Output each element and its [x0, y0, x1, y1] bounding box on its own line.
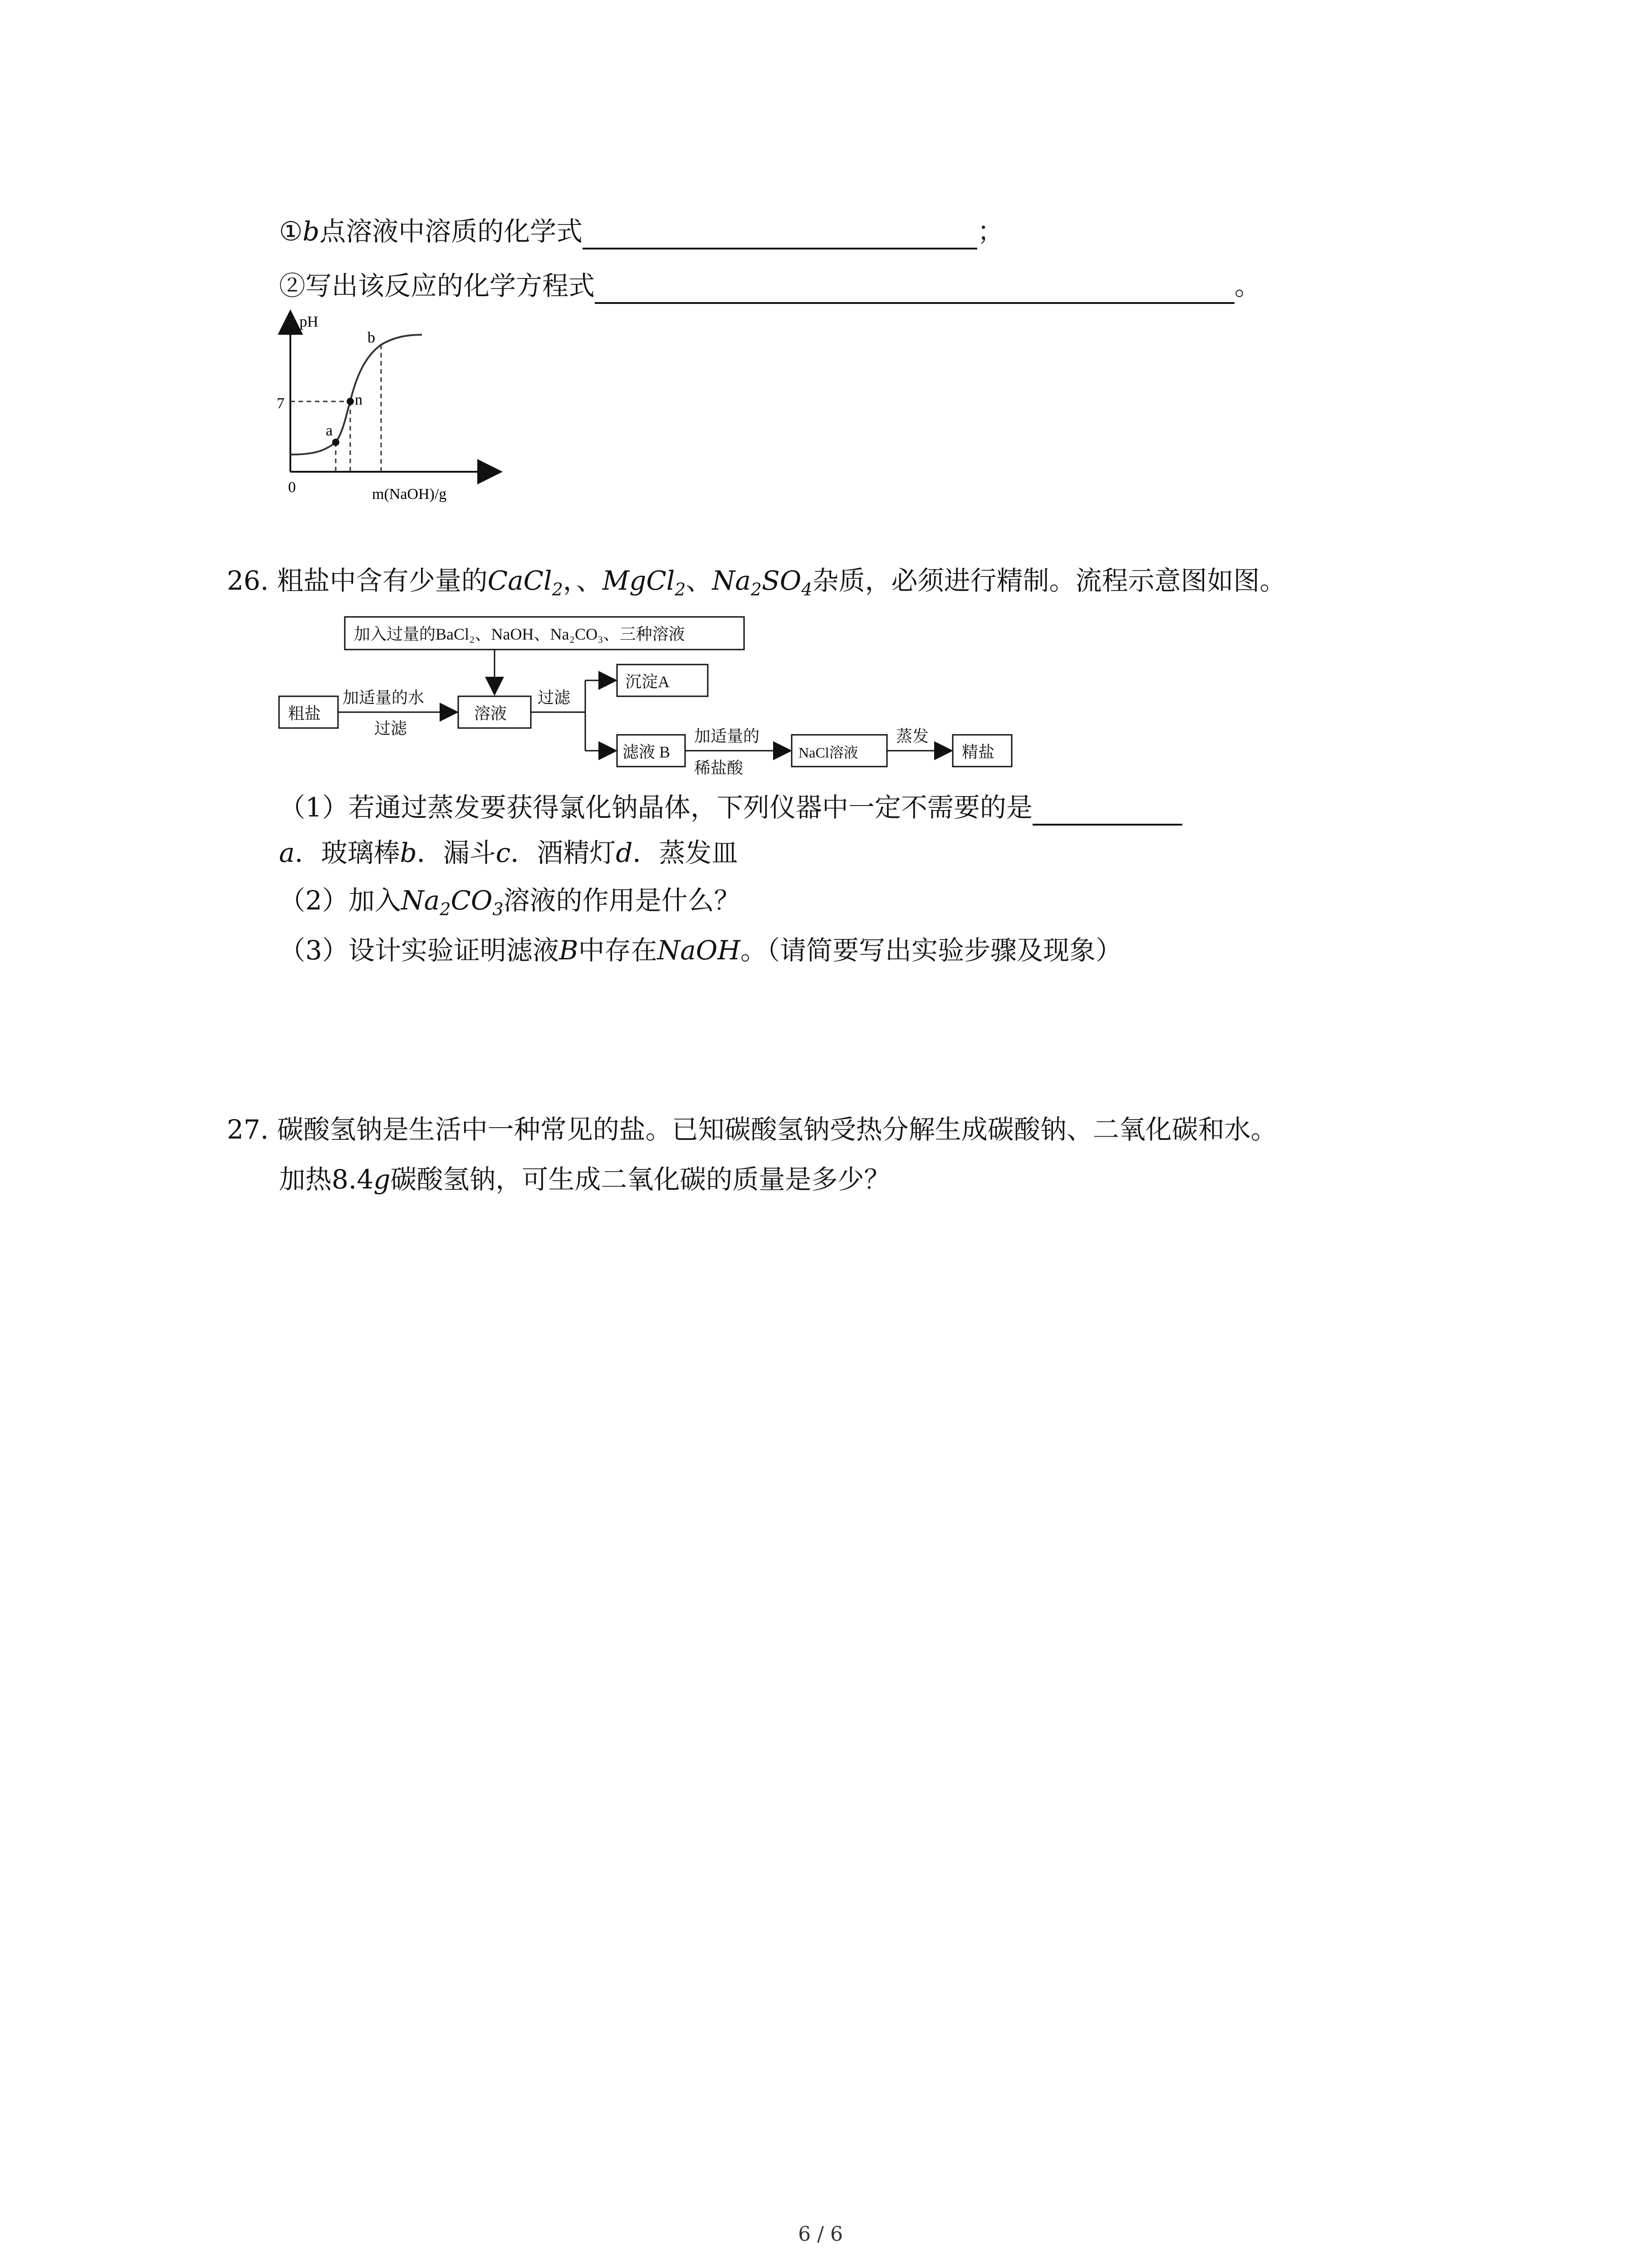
- nacl-solution-text: NaCl溶液: [798, 744, 858, 761]
- q26-sub2-suffix: 溶液的作用是什么？: [503, 885, 740, 916]
- q27-number: 27.: [227, 1114, 269, 1145]
- page-number: 6 / 6: [798, 2223, 843, 2246]
- point-b-text: b: [367, 329, 375, 346]
- q27-line2-text: 碳酸氢钠，可生成二氧化碳的质量是多少？: [390, 1164, 891, 1195]
- q25-line1-text: 点溶液中溶质的化学式: [319, 216, 583, 247]
- option-b-letter: b: [400, 837, 417, 868]
- formula-mgcl2-sub: 2: [675, 579, 686, 600]
- q26-sub3-suffix: 。（请简要写出实验步骤及现象）: [740, 935, 1122, 966]
- formula-cacl2: CaCl: [487, 565, 552, 596]
- option-a-letter: a: [279, 837, 295, 868]
- q27-mass-value: 加热8.4: [279, 1164, 374, 1195]
- formula-na2co3-co: CO: [451, 885, 493, 916]
- q25-line2: [279, 268, 1261, 304]
- q25-line1: [279, 213, 1004, 249]
- formula-naoh: NaOH: [657, 935, 741, 966]
- circle-number-1: ①: [279, 216, 303, 247]
- q26-sub2-prefix: （2）加入: [279, 885, 401, 916]
- q26-sub1: [279, 789, 1182, 826]
- option-c-text: ．酒精灯: [510, 837, 616, 868]
- option-a-text: ．玻璃棒: [294, 837, 400, 868]
- answer-blank-solute[interactable]: [583, 222, 977, 249]
- point-n-label: n: [355, 391, 362, 408]
- option-d-letter: d: [616, 837, 633, 868]
- ph-titration-graph: [272, 308, 526, 513]
- formula-na2so4-so: SO: [761, 565, 802, 596]
- formula-na2so4-sub1: 2: [750, 579, 762, 600]
- q26-sub3-prefix: （3）设计实验证明滤液: [279, 935, 559, 966]
- y-tick-7: 7: [277, 395, 284, 412]
- purification-flowchart: [272, 612, 1043, 785]
- formula-mgcl2: MgCl: [602, 565, 675, 596]
- answer-blank-equation[interactable]: [595, 277, 1234, 304]
- refined-salt-text: 精盐: [962, 743, 995, 761]
- q27-mass-unit: g: [373, 1164, 391, 1195]
- q25-line2-text: ②写出该反应的化学方程式: [279, 270, 595, 301]
- point-a-dot: [332, 439, 339, 446]
- formula-na2co3-sub1: 2: [440, 899, 451, 919]
- filtrate-text: 滤液 B: [622, 743, 671, 761]
- evaporate-label: 蒸发: [896, 727, 929, 745]
- period: 。: [1234, 270, 1261, 301]
- option-c-letter: c: [495, 837, 511, 868]
- y-axis-label: pH: [299, 313, 318, 330]
- q27-line1: [227, 1111, 1277, 1148]
- precipitate-text: 沉淀A: [625, 673, 670, 691]
- answer-blank-instrument[interactable]: [1033, 798, 1182, 826]
- formula-na2co3-sub2: 3: [492, 899, 504, 919]
- formula-cacl2-sub: 2: [552, 579, 563, 600]
- point-b-label: b: [303, 216, 320, 247]
- origin-label: 0: [288, 479, 296, 496]
- acid-label-1: 加适量的: [694, 727, 760, 745]
- semicolon: ；: [977, 216, 1004, 247]
- q26-options: [279, 835, 738, 871]
- q27-line1-text: 碳酸氢钠是生活中一种常见的盐。已知碳酸氢钠受热分解生成碳酸钠、二氧化碳和水。: [277, 1114, 1277, 1145]
- filter2-label: 过滤: [538, 689, 571, 707]
- point-n-dot: [347, 398, 354, 405]
- point-a-label: a: [326, 422, 333, 439]
- x-axis-label: m(NaOH)/g: [372, 486, 447, 503]
- option-b-text: ．漏斗: [416, 837, 496, 868]
- formula-na2co3-na: Na: [401, 885, 440, 916]
- crude-salt-text: 粗盐: [288, 704, 321, 723]
- acid-label-2: 稀盐酸: [694, 759, 744, 777]
- formula-na2so4-sub2: 4: [801, 579, 813, 600]
- filter1-label: 过滤: [374, 719, 407, 738]
- q26-sep1: ，、: [563, 565, 603, 596]
- q26-number: 26.: [227, 565, 269, 596]
- reagent-text: 加入过量的BaCl₂、NaOH、Na₂CO₃、三种溶液: [354, 625, 685, 643]
- q26-sub3: [279, 932, 1122, 968]
- q26-sep2: 、: [686, 565, 712, 596]
- q27-line2: [279, 1161, 890, 1198]
- q26-stem: [227, 562, 1286, 608]
- q26-sub3-mid: 中存在: [578, 935, 657, 966]
- q26-stem-part1: 粗盐中含有少量的: [277, 565, 488, 596]
- filtrate-b-symbol: B: [558, 935, 578, 966]
- option-d-text: ．蒸发皿: [632, 837, 738, 868]
- q26-sub1-text: （1）若通过蒸发要获得氯化钠晶体，下列仪器中一定不需要的是: [279, 792, 1033, 823]
- q26-stem-part2: 杂质，必须进行精制。流程示意图如图。: [812, 565, 1286, 596]
- water-label: 加适量的水: [343, 689, 425, 707]
- formula-na2so4-na: Na: [712, 565, 751, 596]
- solution-text: 溶液: [474, 704, 507, 723]
- q26-sub2: [279, 882, 740, 928]
